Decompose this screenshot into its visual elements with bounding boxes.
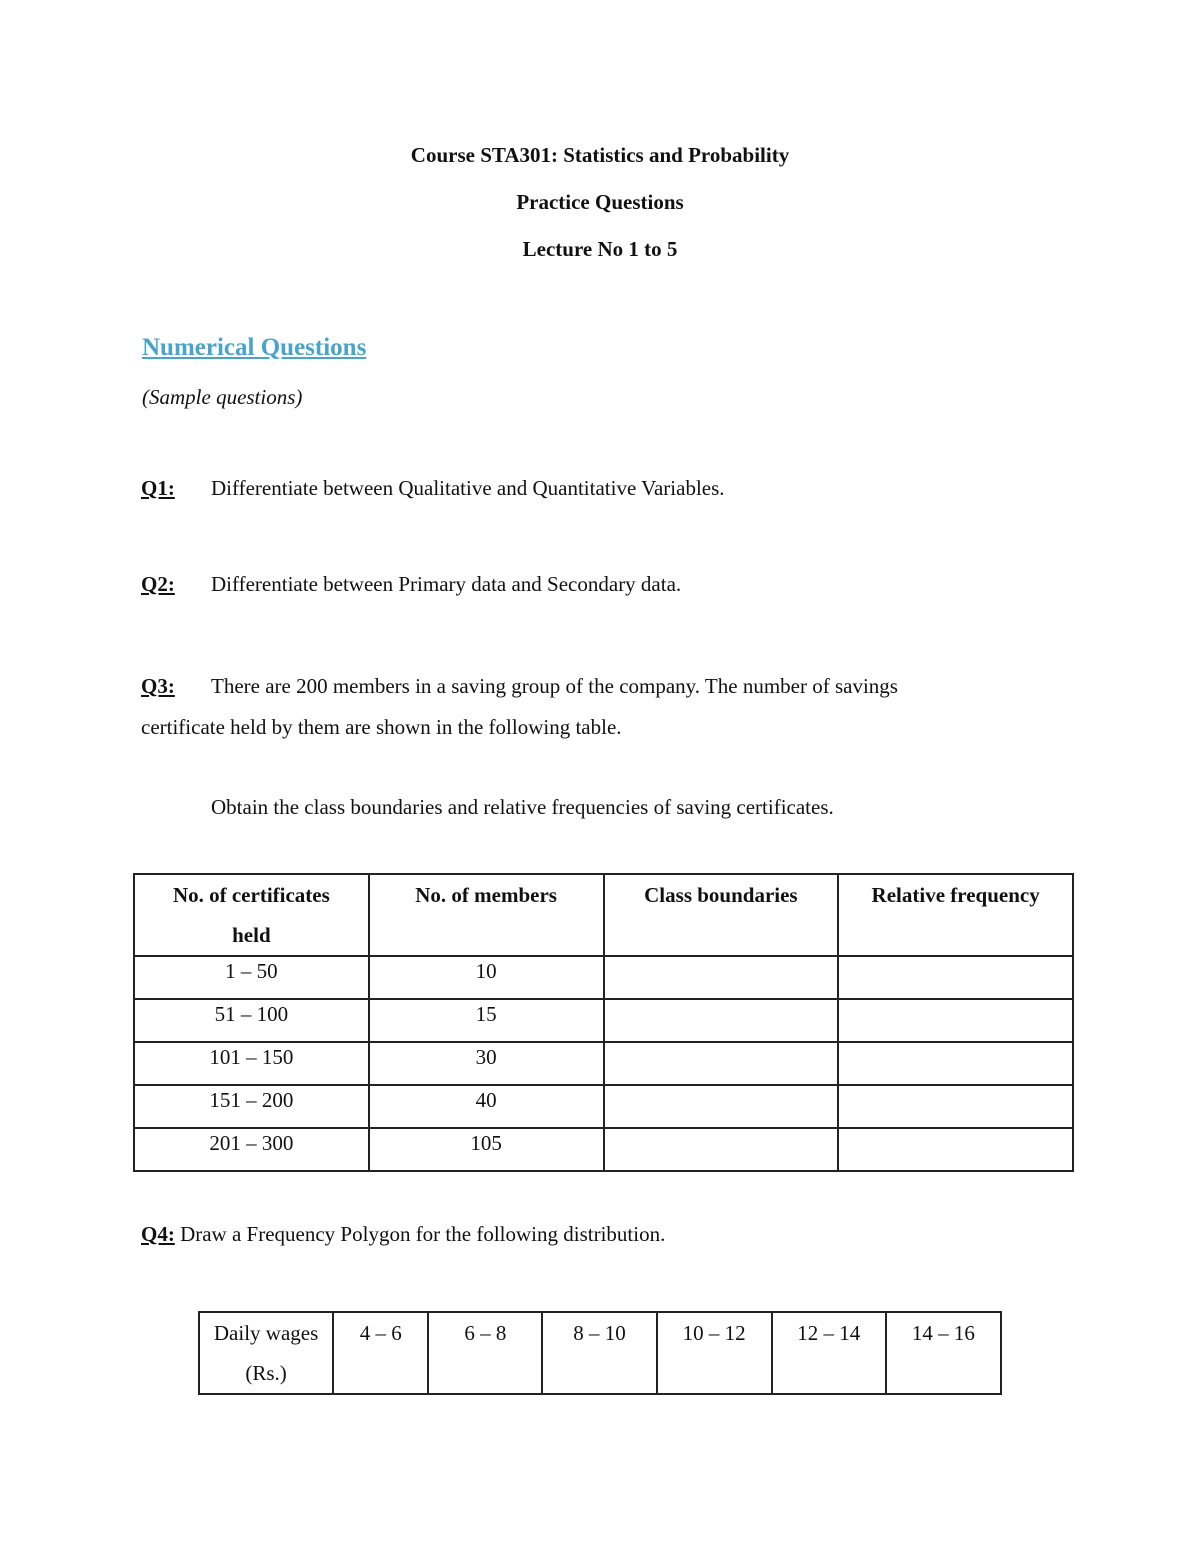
question-4 <box>141 1222 665 1247</box>
question-1 <box>141 476 175 501</box>
question-1-text: Differentiate between Qualitative and Quantitative Variables. <box>211 476 725 500</box>
table-cell <box>604 1042 839 1085</box>
question-3-text-line1: There are 200 members in a saving group of the company. The number of savings <box>211 674 898 698</box>
certificates-table <box>133 873 1074 1172</box>
question-2 <box>141 572 175 597</box>
column-header: No. of members <box>369 874 604 956</box>
question-label: Q4: <box>141 1222 175 1246</box>
table-row <box>134 1128 1073 1171</box>
table-cell: 1 – 50 <box>134 956 369 999</box>
table-cell: 51 – 100 <box>134 999 369 1042</box>
table-header-row <box>134 874 1073 956</box>
table-row <box>134 999 1073 1042</box>
table-cell: 151 – 200 <box>134 1085 369 1128</box>
table-cell: 12 – 14 <box>772 1312 886 1394</box>
table-cell <box>604 1128 839 1171</box>
table-cell: 10 – 12 <box>657 1312 772 1394</box>
table-row <box>134 1042 1073 1085</box>
row-label-cell: Daily wages (Rs.) <box>199 1312 333 1394</box>
table-cell <box>838 1085 1073 1128</box>
table-cell <box>838 1042 1073 1085</box>
lecture-range: Lecture No 1 to 5 <box>522 237 678 261</box>
table-cell: 15 <box>369 999 604 1042</box>
question-3-text-line2: certificate held by them are shown in the following table. <box>141 715 622 739</box>
table-row <box>199 1312 1001 1394</box>
table-cell: 4 – 6 <box>333 1312 428 1394</box>
table-cell <box>838 1128 1073 1171</box>
table-cell: 14 – 16 <box>886 1312 1001 1394</box>
table-cell: 101 – 150 <box>134 1042 369 1085</box>
table-cell: 105 <box>369 1128 604 1171</box>
question-3 <box>141 674 175 699</box>
question-4-text: Draw a Frequency Polygon for the following distribution. <box>180 1222 666 1246</box>
question-label: Q1: <box>141 476 175 500</box>
table-cell: 10 <box>369 956 604 999</box>
section-note: (Sample questions) <box>142 385 303 409</box>
document-title: Course STA301: Statistics and Probability <box>410 143 790 167</box>
column-header: Class boundaries <box>604 874 839 956</box>
column-header: No. of certificates held <box>134 874 369 956</box>
question-label: Q3: <box>141 674 175 698</box>
document-subtitle: Practice Questions <box>516 190 684 214</box>
table-cell: 201 – 300 <box>134 1128 369 1171</box>
question-3-instruction: Obtain the class boundaries and relative frequencies of saving certificates. <box>211 795 834 819</box>
question-label: Q2: <box>141 572 175 596</box>
table-cell <box>838 999 1073 1042</box>
table-cell <box>838 956 1073 999</box>
table-cell: 40 <box>369 1085 604 1128</box>
table-row <box>134 956 1073 999</box>
table-row <box>134 1085 1073 1128</box>
question-2-text: Differentiate between Primary data and Secondary data. <box>211 572 682 596</box>
table-cell: 30 <box>369 1042 604 1085</box>
table-cell <box>604 1085 839 1128</box>
section-heading: Numerical Questions <box>142 334 367 361</box>
wages-table <box>198 1311 1002 1395</box>
table-cell <box>604 999 839 1042</box>
table-cell: 6 – 8 <box>428 1312 542 1394</box>
table-cell <box>604 956 839 999</box>
column-header: Relative frequency <box>838 874 1073 956</box>
table-cell: 8 – 10 <box>542 1312 656 1394</box>
